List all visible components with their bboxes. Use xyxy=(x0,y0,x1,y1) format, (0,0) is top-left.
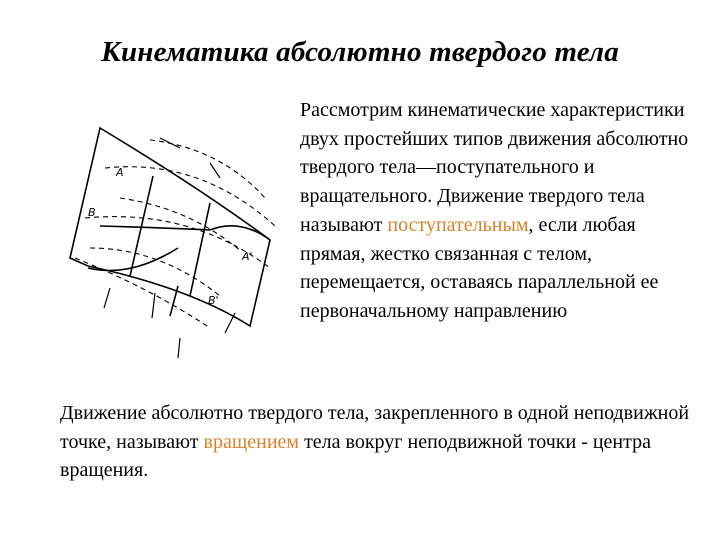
motion-line-3 xyxy=(225,313,235,333)
paragraph1-before: Рассмотрим кинематические характеристики двух простейших типов движения абсолютно твердого тела—поступательного и вращательного. Движение твердого тела называют xyxy=(300,99,689,236)
translation-diagram xyxy=(60,118,300,380)
body-grid-line-3 xyxy=(130,176,153,276)
label-B: B xyxy=(88,206,96,219)
trajectory-bottom xyxy=(75,258,210,328)
motion-line-1 xyxy=(160,138,180,148)
paragraph1-after: , если любая прямая, жестко связанная с телом, перемещается, оставаясь параллельной ее первоначальному направлению xyxy=(300,213,659,322)
paragraph-rotation xyxy=(60,399,700,485)
paragraph2-before: Движение абсолютно твердого тела, закрепленного в одной неподвижной точке, называют xyxy=(60,402,690,453)
slide-title: Кинематика абсолютно твердого тела xyxy=(101,36,619,68)
term-translational: поступательным xyxy=(387,213,529,236)
label-A: A xyxy=(116,166,124,179)
motion-line-6 xyxy=(104,288,110,308)
motion-line-2 xyxy=(210,163,220,178)
motion-line-4 xyxy=(178,338,180,358)
paragraph2-after: тела вокруг неподвижной точки - центра вращения. xyxy=(60,430,651,481)
body-grid-line-2 xyxy=(88,248,178,271)
paragraph-translation xyxy=(300,96,700,326)
motion-line-5 xyxy=(152,293,155,318)
label-B-prime: B' xyxy=(208,294,219,307)
term-rotation: вращением xyxy=(203,430,300,453)
label-A-prime: A' xyxy=(242,250,253,263)
body-grid-line-4 xyxy=(190,203,210,296)
